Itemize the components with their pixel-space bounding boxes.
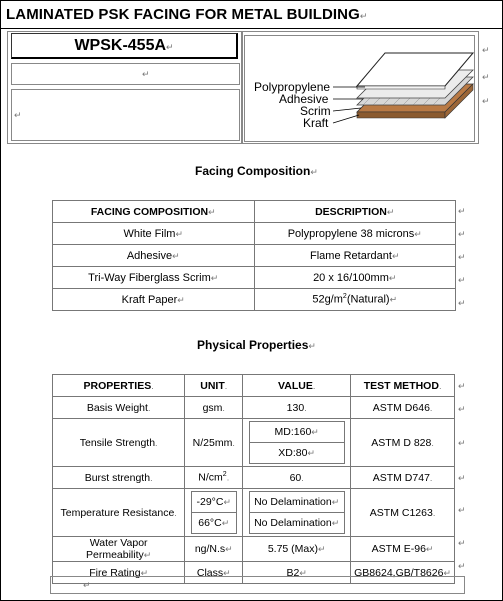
column-header: UNIT. (185, 375, 243, 397)
table-cell: $N/cm^2$. (185, 467, 243, 489)
table-cell: Kraft Paper↵ (53, 289, 255, 311)
table-header-row (53, 201, 456, 223)
table-cell: gsm. (185, 397, 243, 419)
table-cell: Flame Retardant↵ (254, 245, 456, 267)
table-cell: ASTM E-96↵ (351, 537, 455, 562)
table-cell: Water Vapor Permeability↵ (53, 537, 185, 562)
table-cell: Basis Weight. (53, 397, 185, 419)
temperature-low-result: No Delamination↵ (249, 491, 345, 513)
paragraph-mark: ↵ (458, 561, 466, 571)
table-cell: $52g/m^2(Natural)↵$ (254, 289, 456, 311)
tensile-xd-value: XD:80↵ (249, 443, 345, 464)
temperature-high-result: No Delamination↵ (249, 513, 345, 534)
table-cell: 130. (243, 397, 351, 419)
tensile-md-value: MD:160↵ (249, 421, 345, 443)
paragraph-mark: ↵ (458, 298, 466, 308)
table-cell: ASTM D646. (351, 397, 455, 419)
table-row (53, 467, 455, 489)
table-cell: ASTM D747. (351, 467, 455, 489)
table-cell: 20 x 16/100mm↵ (254, 267, 456, 289)
paragraph-mark: ↵ (458, 252, 466, 262)
table-row (53, 267, 456, 289)
table-cell: Tri-Way Fiberglass Scrim↵ (53, 267, 255, 289)
blank-field-2: ↵ (11, 89, 240, 141)
table-row (53, 537, 455, 562)
paragraph-mark: ↵ (458, 473, 466, 483)
table-row (53, 289, 456, 311)
temperature-low: -29°C↵ (191, 491, 237, 513)
table-cell: ASTM D 828. (351, 419, 455, 467)
paragraph-mark: ↵ (458, 381, 466, 391)
physical-title: Physical Properties↵ (197, 338, 316, 352)
table-row (53, 223, 456, 245)
paragraph-mark: ↵ (458, 538, 466, 548)
column-header: VALUE. (243, 375, 351, 397)
column-header: TEST METHOD. (351, 375, 455, 397)
column-header: DESCRIPTION↵ (254, 201, 456, 223)
blank-footer-row: ↵ (50, 576, 465, 594)
table-cell (243, 489, 351, 537)
composition-table (52, 200, 456, 311)
composition-title: Facing Composition↵ (195, 164, 318, 178)
table-cell: Fire Rating↵ (53, 562, 185, 584)
title-divider (0, 28, 503, 29)
layer-diagram (244, 35, 475, 142)
kraft-edge (357, 112, 445, 118)
paragraph-mark: ↵ (458, 505, 466, 515)
layer-diagram-svg (245, 36, 474, 141)
paragraph-mark: ↵ (458, 206, 466, 216)
table-row (53, 419, 455, 467)
column-header: PROPERTIES. (53, 375, 185, 397)
page-title: LAMINATED PSK FACING FOR METAL BUILDING↵ (6, 6, 368, 23)
table-row (53, 397, 455, 419)
paragraph-mark: ↵ (482, 96, 490, 106)
table-cell: B2↵ (243, 562, 351, 584)
table-row (53, 245, 456, 267)
table-cell: 5.75 (Max)↵ (243, 537, 351, 562)
paragraph-mark: ↵ (458, 275, 466, 285)
diagram-label-adhesive: Adhesive (279, 92, 329, 106)
diagram-label-kraft: Kraft (303, 116, 329, 130)
film-edge (357, 86, 445, 89)
paragraph-mark: ↵ (458, 229, 466, 239)
table-cell: Temperature Resistance. (53, 489, 185, 537)
table-cell: Adhesive↵ (53, 245, 255, 267)
table-cell: ng/N.s↵ (185, 537, 243, 562)
paragraph-mark: ↵ (482, 72, 490, 82)
product-code: WPSK-455A↵ (11, 33, 238, 59)
table-cell: Burst strength. (53, 467, 185, 489)
table-row (53, 489, 455, 537)
table-cell: 60. (243, 467, 351, 489)
table-cell (243, 419, 351, 467)
blank-field-1: ↵ (11, 63, 240, 85)
table-cell: Tensile Strength. (53, 419, 185, 467)
paragraph-mark: ↵ (458, 438, 466, 448)
column-header: FACING COMPOSITION↵ (53, 201, 255, 223)
diagram-label-polypropylene: Polypropylene (254, 80, 331, 94)
table-cell: N/25mm. (185, 419, 243, 467)
table-cell: GB8624,GB/T8626↵ (351, 562, 455, 584)
table-header-row (53, 375, 455, 397)
temperature-high: 66°C↵ (191, 513, 237, 534)
table-cell (185, 489, 243, 537)
paragraph-mark: ↵ (482, 45, 490, 55)
table-cell: Class↵ (185, 562, 243, 584)
table-cell: ASTM C1263. (351, 489, 455, 537)
diagram-label-scrim: Scrim (300, 104, 331, 118)
table-cell: White Film↵ (53, 223, 255, 245)
paragraph-mark: ↵ (458, 404, 466, 414)
physical-table (52, 374, 455, 584)
table-cell: Polypropylene 38 microns↵ (254, 223, 456, 245)
